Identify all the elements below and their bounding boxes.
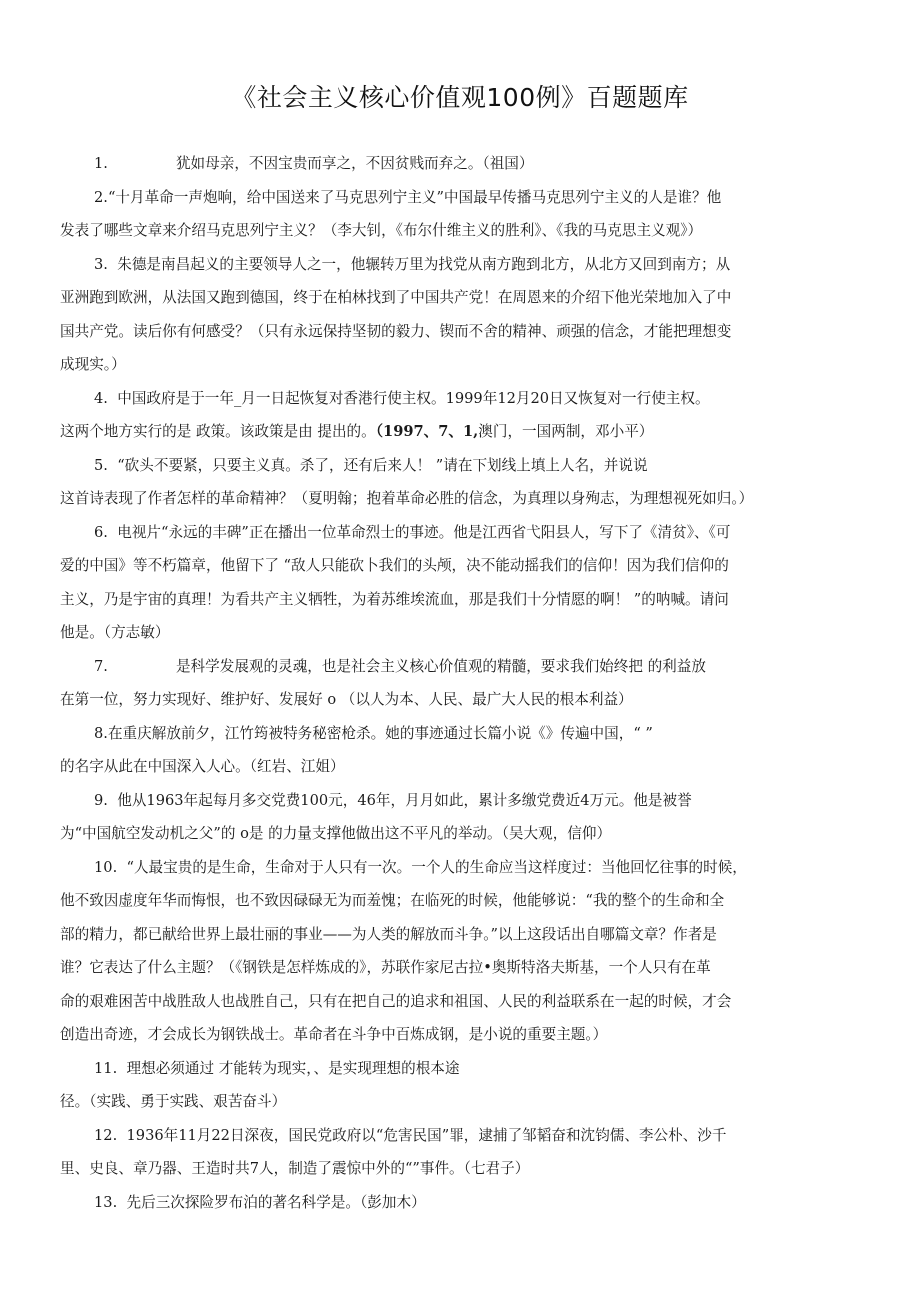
question-number: 12.	[94, 1127, 118, 1144]
question-3-line-4: 成现实。）	[60, 356, 126, 373]
question-8-line-2: 的名字从此在中国深入人心。（红岩、江姐）	[60, 758, 345, 775]
question-text: “十月革命一声炮响，给中国送来了马克思列宁主义”中国最早传播马克思列宁主义的人是谁？他	[107, 189, 722, 206]
question-13	[94, 1193, 426, 1213]
question-11	[94, 1059, 460, 1079]
question-4	[94, 389, 710, 409]
question-6-line-3: 主义，乃是宇宙的真理！为看共产主义牺牲，为着苏维埃流血，那是我们十分情愿的啊！ ”的呐喊。请问	[60, 591, 729, 608]
question-1	[94, 154, 533, 174]
question-text: 犹如母亲，不因宝贵而享之，不因贫贱而弃之。（祖国）	[175, 155, 534, 172]
question-12-line-2: 里、史良、章乃器、王造时共7人，制造了震惊中外的“”事件。（七君子）	[60, 1160, 530, 1177]
question-number: 11.	[94, 1060, 118, 1077]
question-5-line-2: 这首诗表现了作者怎样的革命精神？（夏明翰；抱着革命必胜的信念，为真理以身殉志，为理想视死如归。）	[60, 490, 754, 507]
question-9-line-2: 为“中国航空发动机之父”的 o是 的力量支撑他做出这不平凡的举动。（吴大观，信仰）	[60, 825, 612, 842]
question-number: 8.	[94, 725, 108, 742]
question-3-line-3: 国共产党。读后你有何感受？（只有永远保持坚韧的毅力、锲而不舍的精神、顽强的信念，才能把理想变	[60, 323, 732, 340]
question-10-line-4: 谁？它表达了什么主题？（《钢铁是怎样炼成的》，苏联作家尼古拉•奥斯特洛夫斯基，一个人只有在革	[60, 959, 711, 976]
question-text: 他从1963年起每月多交党费100元，46年，月月如此，累计多缴党费近4万元。他是被誉	[117, 792, 692, 809]
question-text: “砍头不要紧，只要主义真。杀了，还有后来人！ ”请在下划线上填上人名，并说说	[117, 457, 648, 474]
question-text: 朱德是南昌起义的主要领导人之一，他辗转万里为找党从南方跑到北方，从北方又回到南方；从	[117, 256, 731, 273]
question-number: 1.	[94, 155, 108, 172]
question-5	[94, 456, 648, 476]
question-10-line-3: 部的精力，都已献给世界上最壮丽的事业——为人类的解放而斗争。”以上这段话出自哪篇文章？作者是	[60, 926, 717, 943]
answer-text: 澳门，一国两制，邓小平）	[478, 423, 654, 440]
question-number: 2.	[94, 189, 108, 206]
question-text: “人最宝贵的是生命，生命对于人只有一次。一个人的生命应当这样度过：当他回忆往事的时候，	[126, 859, 747, 876]
question-number: 13.	[94, 1194, 118, 1211]
question-4-line-2	[60, 422, 653, 442]
question-12	[94, 1126, 727, 1146]
question-8	[94, 724, 653, 744]
question-7-line-2: 在第一位，努力实现好、维护好、发展好 o （以人为本、人民、最广大人民的根本利益）	[60, 691, 633, 708]
question-text: 中国政府是于一年_月一日起恢复对香港行使主权。1999年12月20日又恢复对一行使主权。	[117, 390, 710, 407]
question-number: 4.	[94, 390, 108, 407]
question-2-line-2: 发表了哪些文章来介绍马克思列宁主义？（李大钊，《布尔什维主义的胜利》、《我的马克思主义观》）	[60, 222, 703, 239]
document-title: 《社会主义核心价值观100例》百题题库	[231, 83, 689, 112]
question-10-line-2: 他不致因虚度年华而悔恨，也不致因碌碌无为而羞愧；在临死的时候，他能够说：“我的整个的生命和全	[60, 892, 725, 909]
question-number: 7.	[94, 658, 108, 675]
question-text: 1936年11月22日深夜，国民党政府以“危害民国”罪，逮捕了邹韬奋和沈钧儒、李公朴、沙千	[126, 1127, 727, 1144]
question-6-line-2: 爱的中国》等不朽篇章，他留下了 “敌人只能砍卜我们的头颅，决不能动摇我们的信仰！因为我们信仰的	[60, 557, 729, 574]
question-text: 先后三次探险罗布泊的著名科学是。（彭加木）	[126, 1194, 426, 1211]
question-2	[94, 188, 721, 208]
question-10-line-5: 命的艰难困苦中战胜敌人也战胜自己，只有在把自己的追求和祖国、人民的利益联系在一起的时候，才会	[60, 993, 732, 1010]
question-text: 是科学发展观的灵魂，也是社会主义核心价值观的精髓，要求我们始终把 的利益放	[175, 658, 706, 675]
question-text: 这两个地方实行的是 政策。该政策是由 提出的。	[60, 423, 376, 440]
question-9	[94, 791, 692, 811]
question-number: 9.	[94, 792, 108, 809]
question-text: 电视片“永远的丰碑”正在播出一位革命烈士的事迹。他是江西省弋阳县人，写下了《清贫》、《可	[117, 524, 731, 541]
question-number: 10.	[94, 859, 118, 876]
question-6-line-4: 他是。（方志敏）	[60, 624, 170, 641]
question-number: 6.	[94, 524, 108, 541]
question-3-line-2: 亚洲跑到欧洲，从法国又跑到德国，终于在柏林找到了中国共产党！在周恩来的介绍下他光荣地加入了中	[60, 289, 732, 306]
question-10-line-6: 创造出奇迹，才会成长为钢铁战士。革命者在斗争中百炼成钢，是小说的重要主题。）	[60, 1026, 608, 1043]
question-3	[94, 255, 730, 275]
answer-bold: （1997、7、1,	[375, 423, 479, 440]
question-6	[94, 523, 730, 543]
question-7	[94, 657, 706, 677]
question-10	[94, 858, 747, 878]
question-11-line-2: 径。（实践、勇于实践、艰苦奋斗）	[60, 1093, 287, 1110]
question-text: 在重庆解放前夕，江竹筠被特务秘密枪杀。她的事迹通过长篇小说《》传遍中国，“ ”	[107, 725, 653, 742]
question-text: 理想必须通过 才能转为现实，、是实现理想的根本途	[126, 1060, 460, 1077]
question-number: 3.	[94, 256, 108, 273]
question-number: 5.	[94, 457, 108, 474]
